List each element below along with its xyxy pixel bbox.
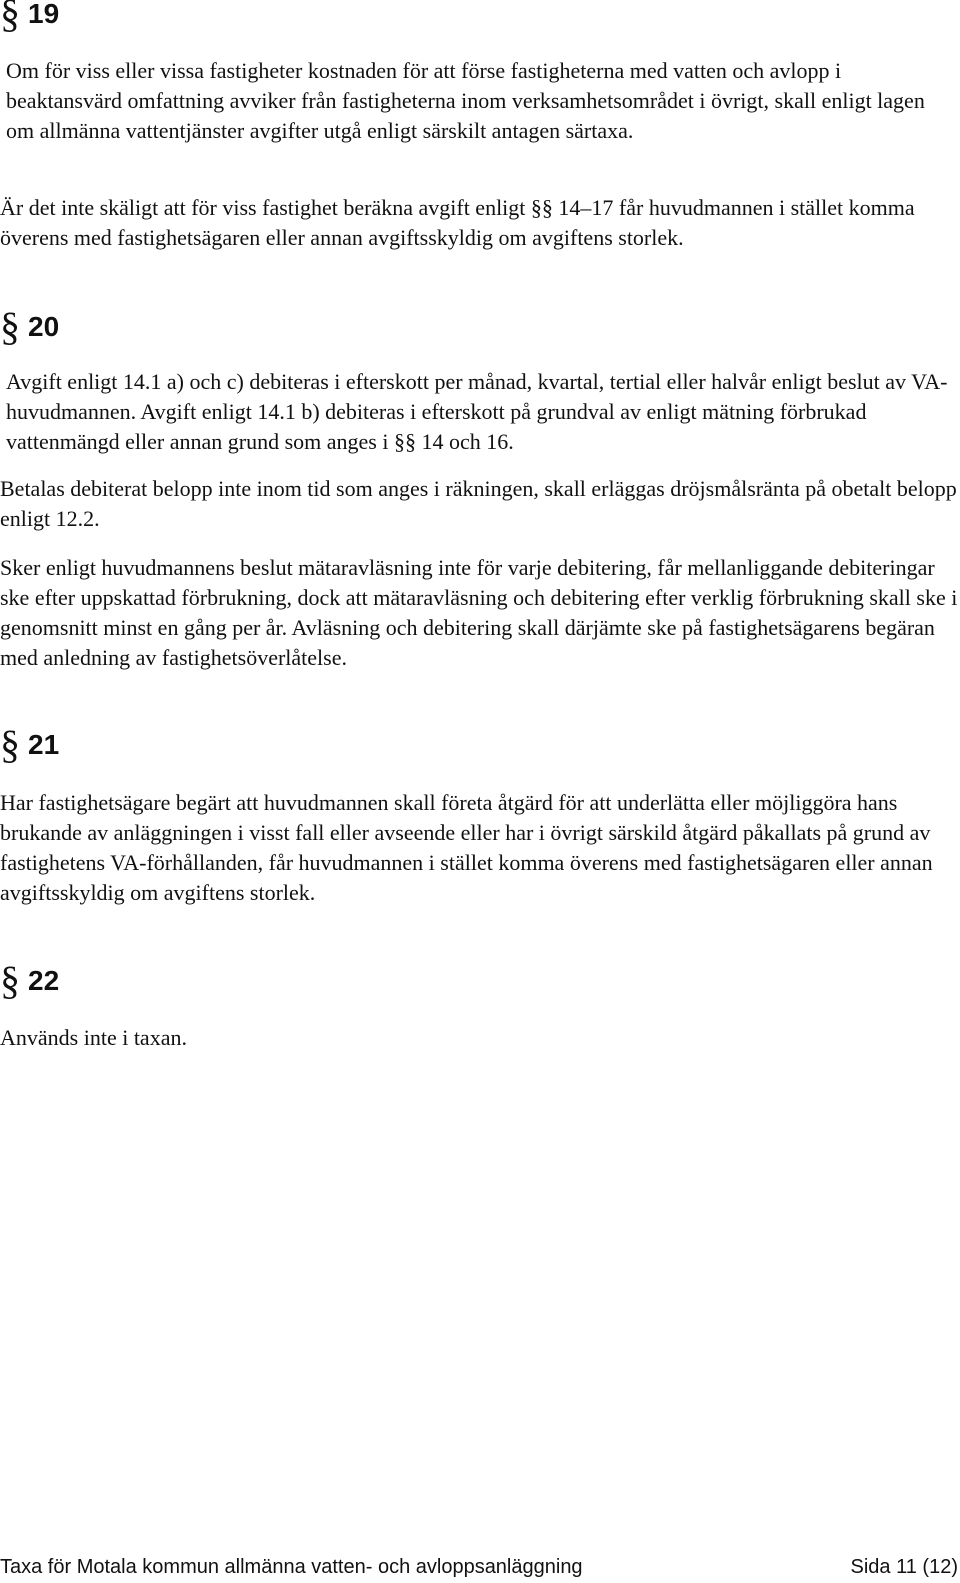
- section-symbol: §: [0, 958, 20, 1003]
- section-symbol: §: [0, 0, 20, 36]
- section-number: 22: [28, 965, 60, 996]
- section-symbol: §: [0, 722, 20, 767]
- paragraph-21-1: Har fastighetsägare begärt att huvudmannen skall företa åtgärd för att underlätta eller möjliggöra hans brukande av anläggningen i visst fall eller avseende eller har i övrigt särskild åtgärd påkallats på grund av fastighetens VA-förhållanden, får huvudmannen i stället komma överens med fastighetsägaren eller annan avgiftsskyldig om avgiftens storlek.: [0, 790, 933, 905]
- paragraph-19-2: Är det inte skäligt att för viss fastighet beräkna avgift enligt §§ 14–17 får huvudmannen i stället komma överens med fastighetsägaren eller annan avgiftsskyldig om avgiftens storlek.: [0, 195, 915, 250]
- paragraph-20-1: Avgift enligt 14.1 a) och c) debiteras i efterskott per månad, kvartal, tertial eller halvår enligt beslut av VA-huvudmannen. Avgift enligt 14.1 b) debiteras i efterskott på grundval av enligt mätning förbrukad vattenmängd eller annan grund som anges i §§ 14 och 16.: [6, 369, 948, 454]
- footer-document-title: Taxa för Motala kommun allmänna vatten- och avloppsanläggning: [0, 1556, 583, 1578]
- section-heading-19: [0, 0, 60, 36]
- paragraph-22-1: Används inte i taxan.: [0, 1025, 187, 1050]
- section-heading-20: [0, 304, 60, 349]
- page-footer: [0, 1554, 958, 1580]
- paragraph-20-3: Sker enligt huvudmannens beslut mätaravläsning inte för varje debitering, får mellanliggande debiteringar ske efter uppskattad förbrukning, dock att mätaravläsning och debitering efter verklig förbrukning skall ske i genomsnitt minst en gång per år. Avläsning och debitering skall därjämte ske på fastighetsägarens begäran med anledning av fastighetsöverlåtelse.: [0, 555, 958, 670]
- section-heading-22: [0, 958, 60, 1003]
- section-number: 19: [28, 0, 60, 29]
- section-number: 21: [28, 729, 60, 760]
- footer-page-number: Sida 11 (12): [850, 1556, 958, 1578]
- paragraph-19-1: Om för viss eller vissa fastigheter kostnaden för att förse fastigheterna med vatten och avlopp i beaktansvärd omfattning avviker från fastigheterna inom verksamhetsområdet i övrigt, skall enligt lagen om allmänna vattentjänster avgifter utgå enligt särskilt antagen särtaxa.: [6, 58, 925, 143]
- section-heading-21: [0, 722, 60, 767]
- section-symbol: §: [0, 304, 20, 349]
- section-number: 20: [28, 311, 60, 342]
- paragraph-20-2: Betalas debiterat belopp inte inom tid som anges i räkningen, skall erläggas dröjsmålsränta på obetalt belopp enligt 12.2.: [0, 476, 957, 531]
